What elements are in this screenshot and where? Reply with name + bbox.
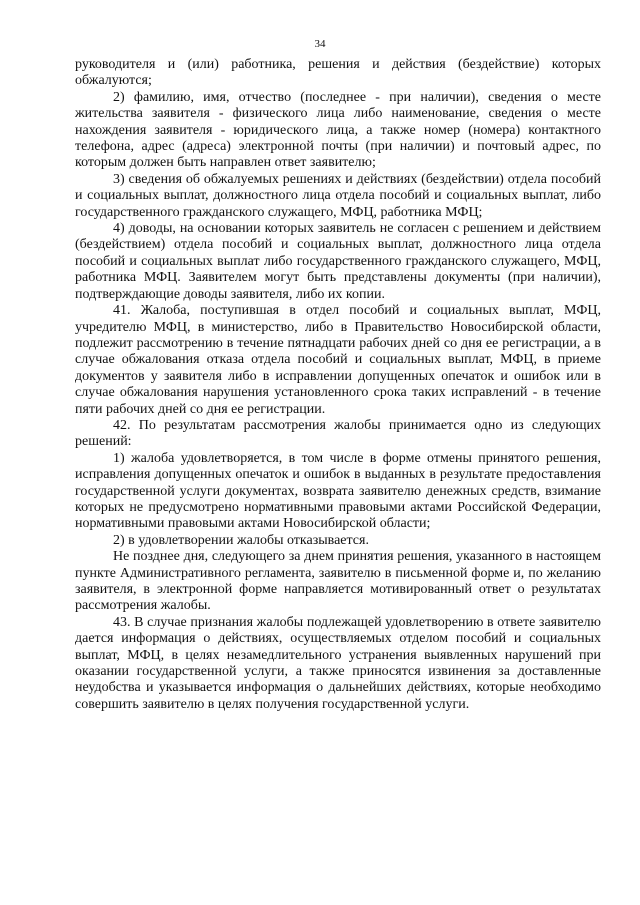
- paragraph-clause-43: 43. В случае признания жалобы подлежащей удовлетворению в ответе заявителю дается информация о действиях, осуществляемых отделом пособий и социальных выплат, МФЦ, в целях незамедлительного устранения выявленных нарушений при оказании государственной услуги, а также приносятся извинения за доставленные неудобства и указывается информация о дальнейших действиях, которые необходимо совершить заявителю в целях получения государственной услуги.: [75, 614, 601, 712]
- paragraph-item-4-arguments: 4) доводы, на основании которых заявитель не согласен с решением и действием (бездействием) отдела пособий и социальных выплат, должностного лица отдела пособий и социальных выплат либо государственного гражданского служащего, МФЦ, работника МФЦ. Заявителем могут быть представлены документы (при наличии), подтверждающие доводы заявителя, либо их копии.: [75, 221, 601, 302]
- paragraph-clause-42: 42. По результатам рассмотрения жалобы принимается одно из следующих решений:: [75, 417, 601, 450]
- paragraph-item-3-appealed-decisions: 3) сведения об обжалуемых решениях и действиях (бездействии) отдела пособий и социальных выплат, должностного лица отдела пособий и социальных выплат, либо государственного гражданского служащего, МФЦ, работника МФЦ;: [75, 171, 601, 220]
- paragraph-decision-1: 1) жалоба удовлетворяется, в том числе в форме отмены принятого решения, исправления допущенных опечаток и ошибок в выданных в результате предоставления государственной услуги документах, возврата заявителю денежных средств, взимание которых не предусмотрено нормативными правовыми актами Российской Федерации, нормативными правовыми актами Новосибирской области;: [75, 450, 601, 532]
- document-body: [75, 57, 601, 713]
- paragraph-decision-2: 2) в удовлетворении жалобы отказывается.: [113, 532, 369, 548]
- page-number: 34: [314, 38, 326, 50]
- paragraph-item-2-applicant-details: 2) фамилию, имя, отчество (последнее - при наличии), сведения о месте жительства заявителя - физического лица либо наименование, сведения о месте нахождения заявителя - юридического лица, а также номер (номера) контактного телефона, адрес (адреса) электронной почты (при наличии) и почтовый адрес, по которым должен быть направлен ответ заявителю;: [75, 89, 601, 171]
- paragraph-response-deadline: Не позднее дня, следующего за днем принятия решения, указанного в настоящем пункте Административного регламента, заявителю в письменной форме и, по желанию заявителя, в электронной форме направляется мотивированный ответ о результатах рассмотрения жалобы.: [75, 549, 601, 614]
- paragraph-clause-41: 41. Жалоба, поступившая в отдел пособий и социальных выплат, МФЦ, учредителю МФЦ, в министерство, либо в Правительство Новосибирской области, подлежит рассмотрению в течение пятнадцати рабочих дней со дня ее регистрации, а в случае обжалования отказа отдела пособий и социальных выплат, МФЦ, в приеме документов у заявителя либо в исправлении допущенных опечаток и ошибок или в случае обжалования нарушения установленного срока таких исправлений - в течение пяти рабочих дней со дня ее регистрации.: [75, 303, 601, 417]
- paragraph-continuation: руководителя и (или) работника, решения и действия (бездействие) которых обжалуются;: [75, 57, 601, 89]
